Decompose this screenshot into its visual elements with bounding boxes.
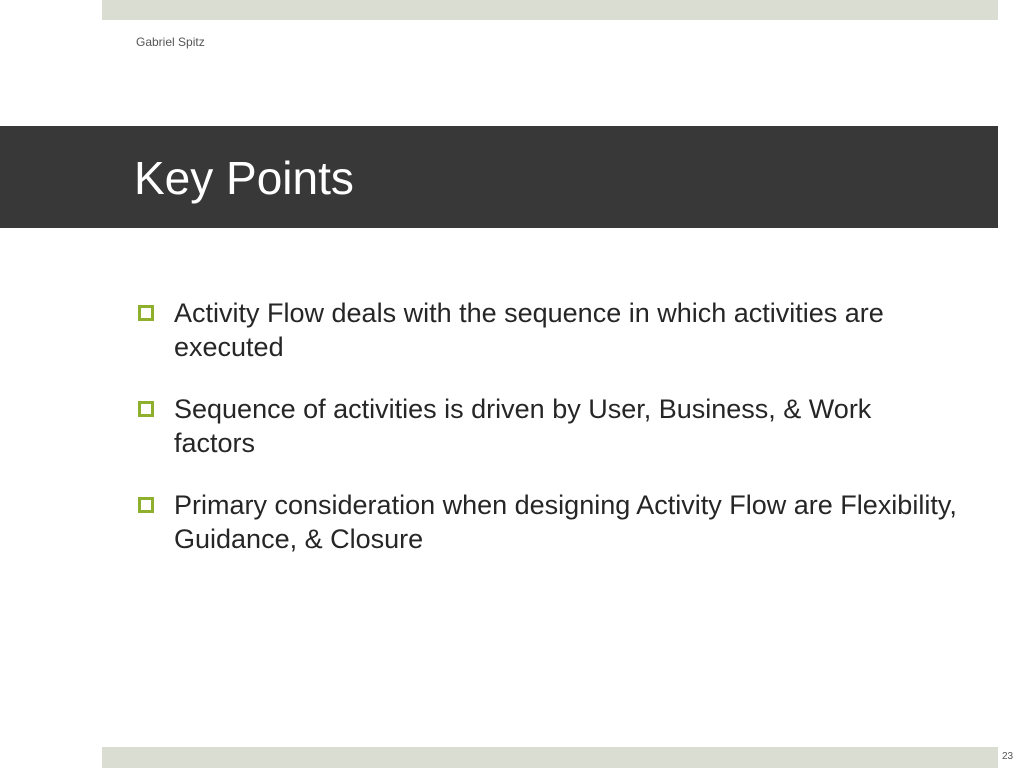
square-bullet-icon [138,401,154,417]
top-decor-band [102,0,998,20]
slide-title: Key Points [134,152,354,204]
bullet-item [138,296,958,364]
square-bullet-icon [138,305,154,321]
author-label: Gabriel Spitz [136,35,205,49]
bottom-decor-band [102,747,998,768]
page-number: 23 [1002,751,1014,762]
bullet-item [138,488,958,556]
bullet-item [138,392,958,460]
bullet-text: Sequence of activities is driven by User, Business, & Work factors [174,394,872,458]
bullet-text: Activity Flow deals with the sequence in which activities are executed [174,298,884,362]
bullet-list [138,296,958,584]
bullet-text: Primary consideration when designing Activity Flow are Flexibility, Guidance, & Closure [174,490,957,554]
square-bullet-icon [138,497,154,513]
